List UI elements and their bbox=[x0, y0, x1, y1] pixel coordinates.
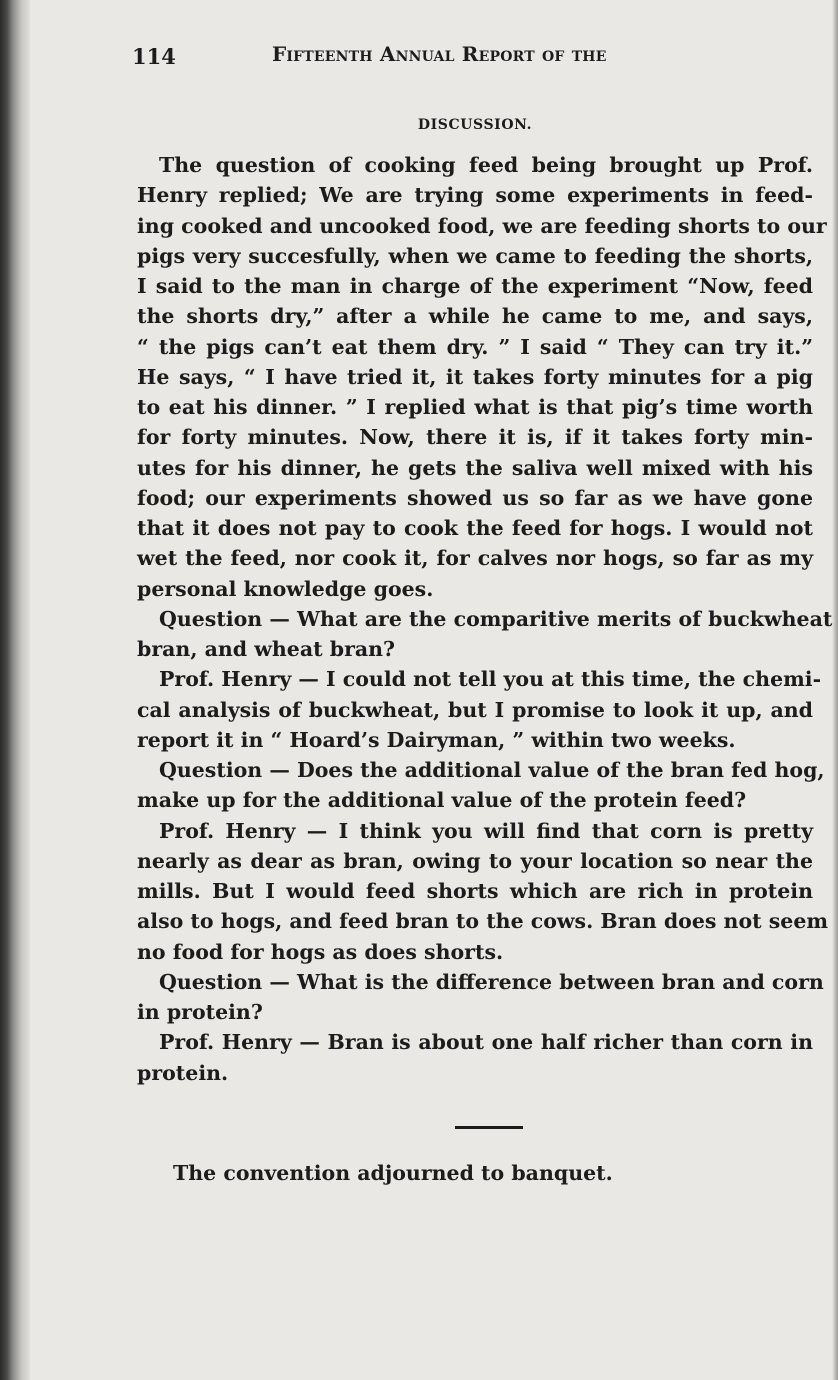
running-head: Fifteenth Annual Report of the bbox=[272, 42, 607, 66]
text-line: utes for his dinner, he gets the saliva well mixed with his bbox=[137, 455, 813, 480]
text-line: in protein? bbox=[137, 1000, 263, 1024]
text-line: nearly as dear as bran, owing to your location so near the bbox=[137, 848, 813, 873]
text-line: wet the feed, nor cook it, for calves nor hogs, so far as my bbox=[137, 546, 813, 571]
text-line: no food for hogs as does shorts. bbox=[137, 939, 504, 964]
text-line: Question — What are the comparitive merits of buckwheat bbox=[159, 606, 833, 631]
text-line: for forty minutes. Now, there it is, if it takes forty min- bbox=[137, 425, 813, 450]
text-line: to eat his dinner. ” I replied what is that pig’s time worth bbox=[137, 395, 813, 419]
text-line: Prof. Henry — I could not tell you at this time, the chemi- bbox=[159, 667, 822, 692]
text-line: also to hogs, and feed bran to the cows. Bran does not seem bbox=[137, 909, 829, 934]
page-right-edge bbox=[832, 0, 838, 1380]
text-line: make up for the additional value of the protein feed? bbox=[137, 788, 747, 813]
text-line: that it does not pay to cook the feed for hogs. I would not bbox=[137, 516, 813, 540]
text-line: protein. bbox=[137, 1060, 229, 1085]
text-line: mills. But I would feed shorts which are rich in protein bbox=[137, 879, 813, 903]
text-line: I said to the man in charge of the experiment “Now, feed bbox=[137, 274, 813, 298]
section-title: DISCUSSION. bbox=[417, 117, 533, 133]
text-line: bran, and wheat bran? bbox=[137, 637, 396, 661]
text-line: He says, “ I have tried it, it takes forty minutes for a pig bbox=[137, 364, 813, 389]
text-line: cal analysis of buckwheat, but I promise to look it up, and bbox=[137, 697, 813, 722]
text-line: ing cooked and uncooked food, we are feeding shorts to our bbox=[137, 213, 827, 238]
text-line: Prof. Henry — I think you will find that corn is pretty bbox=[159, 818, 813, 843]
text-line: “ the pigs can’t eat them dry. ” I said “ They can try it.” bbox=[137, 334, 813, 359]
text-line: Question — What is the difference between bran and corn bbox=[159, 969, 824, 994]
text-line: report it in “ Hoard’s Dairyman, ” within two weeks. bbox=[137, 727, 736, 752]
text-line: Henry replied; We are trying some experiments in feed- bbox=[137, 183, 813, 208]
text-line: Prof. Henry — Bran is about one half richer than corn in bbox=[159, 1030, 813, 1055]
closing-line: The convention adjourned to banquet. bbox=[173, 1161, 613, 1185]
text-line: food; our experiments showed us so far as we have gone bbox=[137, 485, 813, 510]
discussion-body bbox=[137, 150, 833, 1088]
text-line: Question — Does the additional value of the bran fed hog, bbox=[159, 758, 825, 782]
book-binding-edge bbox=[0, 0, 30, 1380]
text-line: pigs very succesfully, when we came to feeding the shorts, bbox=[137, 243, 813, 268]
text-line: personal knowledge goes. bbox=[137, 576, 434, 601]
text-line: the shorts dry,” after a while he came to me, and says, bbox=[137, 304, 813, 329]
page-number: 114 bbox=[132, 44, 176, 69]
section-divider-rule bbox=[455, 1126, 523, 1129]
text-line: The question of cooking feed being brought up Prof. bbox=[159, 153, 813, 177]
